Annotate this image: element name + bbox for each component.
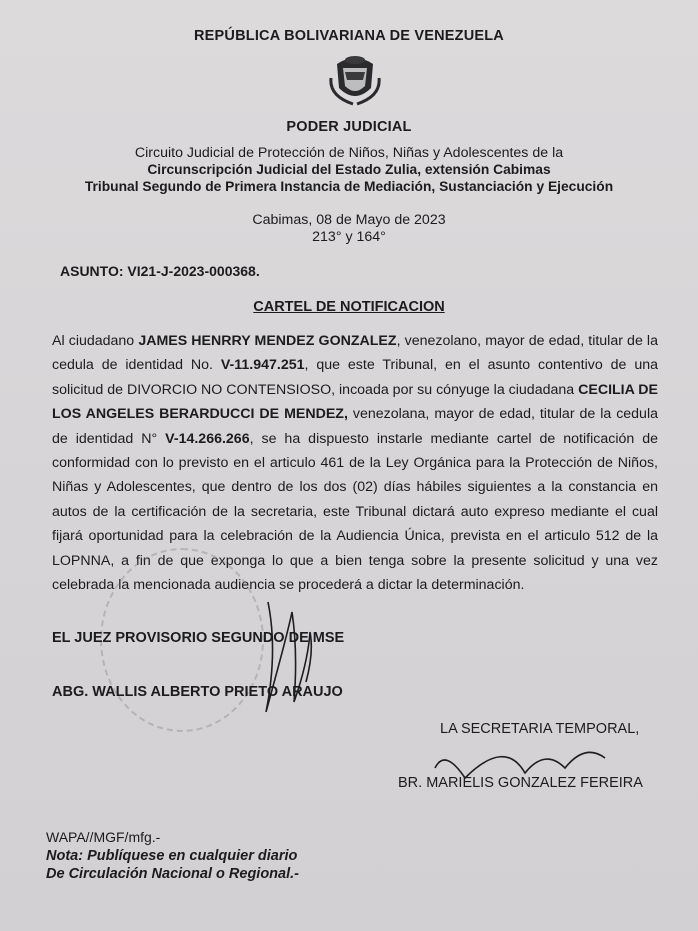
reference-initials: WAPA//MGF/mfg.- xyxy=(46,829,161,845)
jurisdiction-line: Circunscripción Judicial del Estado Zulia, extensión Cabimas xyxy=(147,162,551,177)
petitioner-id: V-14.266.266 xyxy=(165,430,250,447)
judge-role: EL JUEZ PROVISORIO SEGUNDO DE MSE xyxy=(52,630,345,646)
notification-body: Al ciudadano JAMES HENRRY MENDEZ GONZALEZ, venezolano, mayor de edad, titular de la cedula de identidad No. V-11.947.251, que este Tribunal, en el asunto contentivo de una solicitud de DIVORCIO NO CONTENSIOSO, incoada por su cónyuge la ciudadana CECILIA DE LOS ANGELES BERARDUCCI DE MENDEZ, venezolana, mayor de edad, titular de la cedula de identidad N° V-14.266.266, se ha dispuesto instarle mediante cartel de notificación de conformidad con lo previsto en el articulo 461 de la Ley Orgánica para la Protección de Niños, Niñas y Adolescentes, que dentro de los dos (02) días hábiles siguientes a la constancia en autos de la certificación de la secretaria, este Tribunal dictará auto expreso mediante el cual fijará oportunidad para la celebración de la Audiencia Única, prevista en el articulo 512 de la LOPNNA, a fin de que exponga lo que a bien tenga sobre la presente solicitud y una vez celebrada la mencionada audiencia se procederá a dictar la determinación. xyxy=(52,333,658,594)
document-title: CARTEL DE NOTIFICACION xyxy=(253,299,445,315)
country-heading: REPÚBLICA BOLIVARIANA DE VENEZUELA xyxy=(194,28,504,44)
case-subject: ASUNTO: VI21-J-2023-000368. xyxy=(60,263,260,279)
tribunal-line: Tribunal Segundo de Primera Instancia de Mediación, Sustanciación y Ejecución xyxy=(84,179,614,194)
years-line: 213° y 164° xyxy=(312,229,386,245)
publication-note-line1: Nota: Publíquese en cualquier diario xyxy=(46,848,298,864)
judge-name: ABG. WALLIS ALBERTO PRIETO ARAUJO xyxy=(52,684,343,700)
publication-note-line2: De Circulación Nacional o Regional.- xyxy=(46,866,299,882)
secretary-role: LA SECRETARIA TEMPORAL, xyxy=(440,721,640,737)
coat-of-arms-icon xyxy=(325,50,385,110)
institution-heading: PODER JUDICIAL xyxy=(286,119,412,135)
place-date: Cabimas, 08 de Mayo de 2023 xyxy=(252,212,446,228)
respondent-id: V-11.947.251 xyxy=(220,357,305,374)
respondent-name: JAMES HENRRY MENDEZ GONZALEZ xyxy=(138,333,397,349)
judge-signature-icon xyxy=(248,592,328,722)
petitioner-name: CECILIA DE LOS ANGELES BERARDUCCI DE MENDEZ, xyxy=(52,381,658,423)
circuit-line: Circuito Judicial de Protección de Niños, Niñas y Adolescentes de la xyxy=(134,145,564,161)
secretary-name: BR. MARIELIS GONZALEZ FEREIRA xyxy=(398,775,643,791)
